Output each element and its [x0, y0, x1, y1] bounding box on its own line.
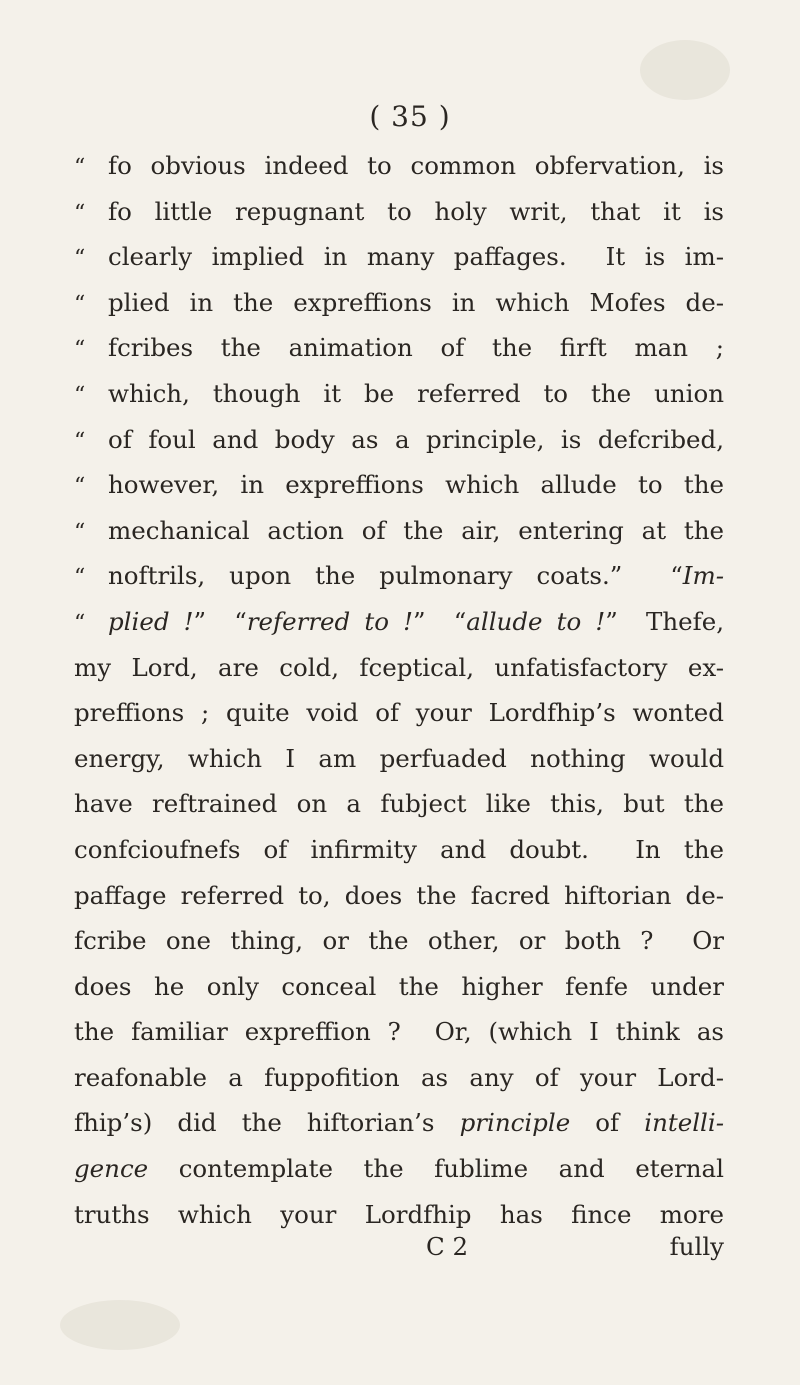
text-segment: reafonable a fuppofition as any of your Lord- [74, 1062, 724, 1092]
running-quote-mark: “ [74, 565, 86, 591]
text-line [74, 964, 724, 1010]
running-quote-mark: “ [74, 291, 86, 317]
text-line [74, 553, 724, 599]
line-content [108, 325, 724, 371]
text-segment: fhip’s) did the hiftorian’s [74, 1108, 460, 1138]
line-content [108, 508, 724, 554]
text-line [74, 781, 724, 827]
text-segment: paffage referred to, does the facred hiftorian de- [74, 880, 724, 910]
italic-text: Im- [682, 561, 724, 591]
page-footer [74, 1224, 724, 1269]
line-content [74, 918, 724, 964]
text-segment: which, though it be referred to the union [108, 378, 724, 408]
body-text [74, 143, 724, 1237]
text-line [74, 736, 724, 782]
text-segment: mechanical action of the air, entering at the [108, 515, 724, 545]
italic-text: intelli- [644, 1108, 724, 1138]
text-segment: of [570, 1108, 645, 1138]
text-line [74, 508, 724, 554]
text-segment: does he only conceal the higher fenfe under [74, 971, 724, 1001]
running-quote-mark: “ [74, 519, 86, 545]
italic-text: gence [74, 1154, 149, 1184]
line-content [74, 964, 724, 1010]
italic-text: plied ! [108, 606, 194, 636]
line-content [108, 280, 724, 326]
text-line [74, 417, 724, 463]
running-quote-mark: “ [74, 155, 86, 180]
text-segment: truths which your Lordfhip has fince more [74, 1199, 724, 1229]
text-segment: preffions ; quite void of your Lordfhip’s wonted [74, 698, 724, 728]
text-segment: my Lord, are cold, fceptical, unfatisfactory ex- [74, 652, 724, 682]
text-line [74, 143, 724, 189]
running-quote-mark: “ [74, 428, 86, 454]
running-quote-mark: “ [74, 200, 86, 226]
text-segment: have reftrained on a fubject like this, but the [74, 789, 724, 819]
text-line [74, 1146, 724, 1192]
text-line [74, 325, 724, 371]
italic-text: referred to ! [246, 606, 413, 636]
line-content [74, 736, 724, 782]
text-line [74, 918, 724, 964]
text-line [74, 189, 724, 235]
text-segment: ” Thefe, [605, 606, 724, 636]
running-quote-mark: “ [74, 337, 86, 363]
text-segment: contemplate the fublime and eternal [148, 1154, 724, 1184]
text-segment: fcribes the animation of the firft man ; [108, 333, 724, 363]
text-line [74, 280, 724, 326]
running-quote-mark: “ [74, 246, 86, 272]
text-segment: energy, which I am perfuaded nothing would [74, 743, 724, 773]
text-line [74, 827, 724, 873]
catchword: fully [669, 1232, 724, 1261]
line-content [74, 1100, 724, 1146]
text-segment: the familiar expreffion ? Or, (which I think as [74, 1017, 724, 1047]
text-segment: fo obvious indeed to common obfervation, is [108, 151, 724, 180]
line-content [108, 143, 724, 189]
text-segment: fo little repugnant to holy writ, that it is [108, 196, 724, 226]
text-segment: noftrils, upon the pulmonary coats.” “ [108, 561, 683, 591]
line-content [74, 873, 724, 919]
paper-stain [60, 1300, 180, 1350]
line-content [108, 234, 724, 280]
running-quote-mark: “ [74, 382, 86, 408]
text-line [74, 1009, 724, 1055]
text-line [74, 1055, 724, 1101]
line-content [74, 827, 724, 873]
line-content [74, 1055, 724, 1101]
line-content [108, 189, 724, 235]
line-content [108, 371, 724, 417]
text-segment: confcioufnefs of infirmity and doubt. In the [74, 834, 724, 864]
text-segment: of foul and body as a principle, is defcribed, [108, 424, 724, 454]
text-segment: fcribe one thing, or the other, or both ? Or [74, 926, 724, 956]
line-content [74, 781, 724, 827]
line-content [74, 645, 724, 691]
text-segment: clearly implied in many paffages. It is im- [108, 242, 724, 272]
line-content [108, 417, 724, 463]
line-content [108, 462, 724, 508]
text-line [74, 690, 724, 736]
text-segment: ” “ [193, 606, 247, 636]
running-quote-mark: “ [74, 610, 86, 636]
text-line [74, 599, 724, 645]
italic-text: principle [459, 1108, 571, 1138]
line-content [74, 1146, 724, 1192]
text-segment: however, in expreffions which allude to the [108, 470, 724, 500]
text-line [74, 371, 724, 417]
text-line [74, 462, 724, 508]
italic-text: allude to ! [466, 606, 606, 636]
running-quote-mark: “ [74, 474, 86, 500]
line-content [74, 690, 724, 736]
page-number: ( 35 ) [369, 100, 451, 133]
line-content [108, 553, 724, 599]
text-segment: ” “ [412, 606, 467, 636]
line-content [108, 599, 724, 645]
line-content [74, 1009, 724, 1055]
text-line [74, 645, 724, 691]
text-line [74, 873, 724, 919]
text-line [74, 234, 724, 280]
paper-stain [640, 40, 730, 100]
text-segment: plied in the expreffions in which Mofes de- [108, 287, 724, 317]
text-line [74, 1100, 724, 1146]
signature-mark: C 2 [426, 1232, 469, 1261]
